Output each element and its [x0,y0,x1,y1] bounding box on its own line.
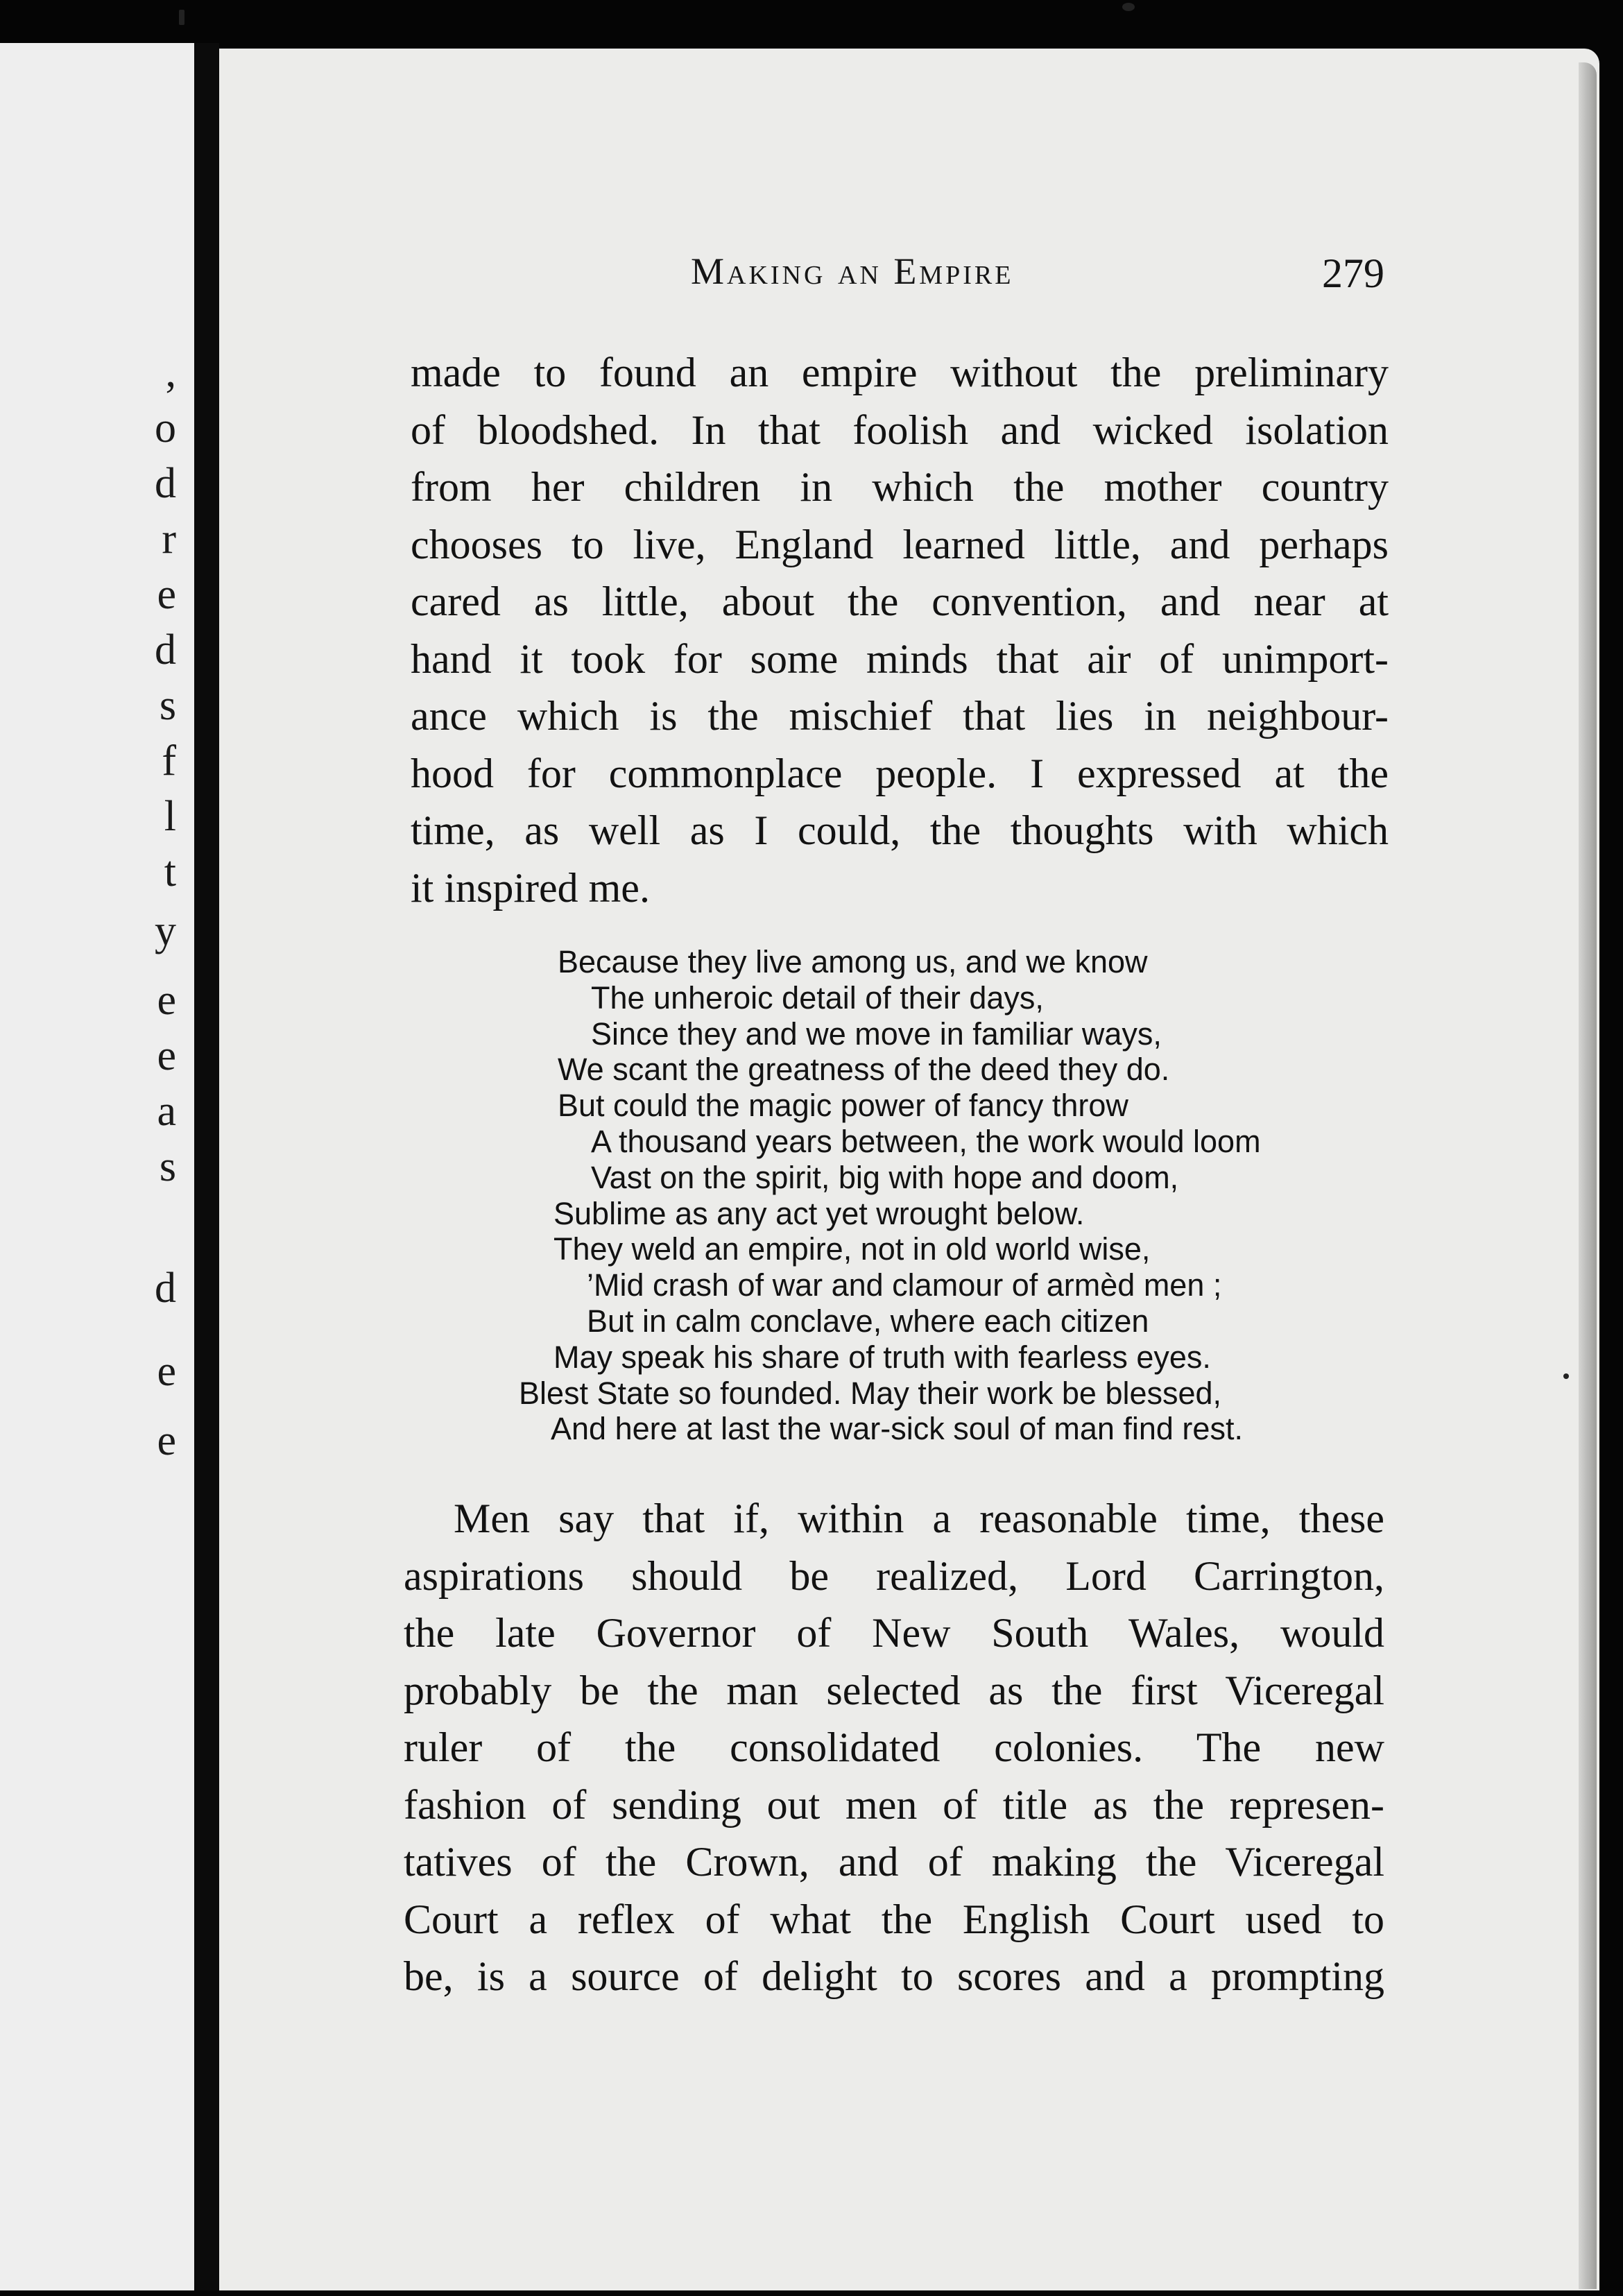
text-line: from her children in which the mother country [411,464,1389,510]
left-edge-letter: d [155,1265,176,1312]
poem-line: Vast on the spirit, big with hope and doom, [591,1159,1179,1195]
text-line: ance which is the mischief that lies in neighbour- [411,693,1389,739]
left-edge-letter: , [165,349,176,396]
text-line: hand it took for some minds that air of unimport- [411,635,1389,682]
poem-line: ’Mid crash of war and clamour of armèd men ; [587,1267,1222,1303]
text-line: aspirations should be realized, Lord Carrington, [404,1552,1384,1599]
left-edge-letter: e [157,1348,176,1395]
poem-line: A thousand years between, the work would loom [591,1123,1261,1159]
text-line: of bloodshed. In that foolish and wicked isolation [411,406,1389,453]
poem-line: Blest State so founded. May their work be blessed, [519,1375,1222,1411]
text-line: Men say that if, within a reasonable time, these [454,1496,1384,1541]
poem-line: But could the magic power of fancy throw [558,1088,1128,1124]
paragraph-2 [404,1490,1384,2005]
poem [513,944,1415,1447]
poem-line: Sublime as any act yet wrought below. [553,1195,1085,1231]
page-edge-shadow [1579,62,1597,2289]
left-edge-letter: e [157,977,176,1024]
left-edge-letter: t [164,848,176,896]
poem-line: But in calm conclave, where each citizen [587,1303,1149,1339]
poem-line: The unheroic detail of their days, [591,979,1044,1016]
paragraph-1 [411,344,1389,916]
text-line: the late Governor of New South Wales, would [404,1610,1384,1656]
left-edge-letter: e [157,1417,176,1464]
left-edge-letter: e [157,1032,176,1079]
text-line: ruler of the consolidated colonies. The new [404,1724,1384,1770]
scan-artifact [1122,3,1135,11]
poem-line: Since they and we move in familiar ways, [591,1016,1162,1052]
left-edge-letter: r [162,515,176,563]
poem-line: Because they live among us, and we know [558,944,1148,979]
text-line: be, is a source of delight to scores and a prompting [404,1953,1384,1999]
left-edge-letter: s [159,682,176,729]
page-number: 279 [1322,250,1384,296]
poem-line: And here at last the war-sick soul of man find rest. [551,1411,1243,1447]
left-edge-letter: o [155,404,176,452]
text-line: fashion of sending out men of title as the represen- [404,1781,1384,1828]
poem-line: They weld an empire, not in old world wise, [553,1231,1151,1267]
text-line: Court a reflex of what the English Court used to [404,1896,1384,1942]
text-line: hood for commonplace people. I expressed at the [411,750,1389,796]
text-line: probably be the man selected as the first Viceregal [404,1667,1384,1713]
left-edge-letter: d [155,626,176,674]
poem-line: May speak his share of truth with fearless eyes. [553,1339,1211,1375]
text-line: tatives of the Crown, and of making the Viceregal [404,1839,1384,1885]
left-edge-letter: s [159,1143,176,1190]
poem-line: We scant the greatness of the deed they do. [558,1052,1170,1088]
scan-artifact [1563,1373,1569,1379]
left-edge-letter: d [155,460,176,507]
text-line: cared as little, about the convention, and near at [411,579,1389,624]
left-edge-letter: f [162,737,176,785]
text-line: it inspired me. [411,864,650,911]
text-line: made to found an empire without the preliminary [411,350,1389,395]
left-edge-letter: e [157,571,176,618]
text-line: time, as well as I could, the thoughts with which [411,807,1389,853]
scan-artifact [179,10,184,25]
left-edge-letter: a [157,1088,176,1135]
left-page-fragment [0,43,194,2290]
book-gutter [194,43,219,2290]
running-head: Making an Empire [691,250,1014,292]
left-edge-letter: y [155,907,176,954]
text-line: chooses to live, England learned little, and perhaps [411,521,1389,567]
left-edge-letter: l [164,793,176,840]
